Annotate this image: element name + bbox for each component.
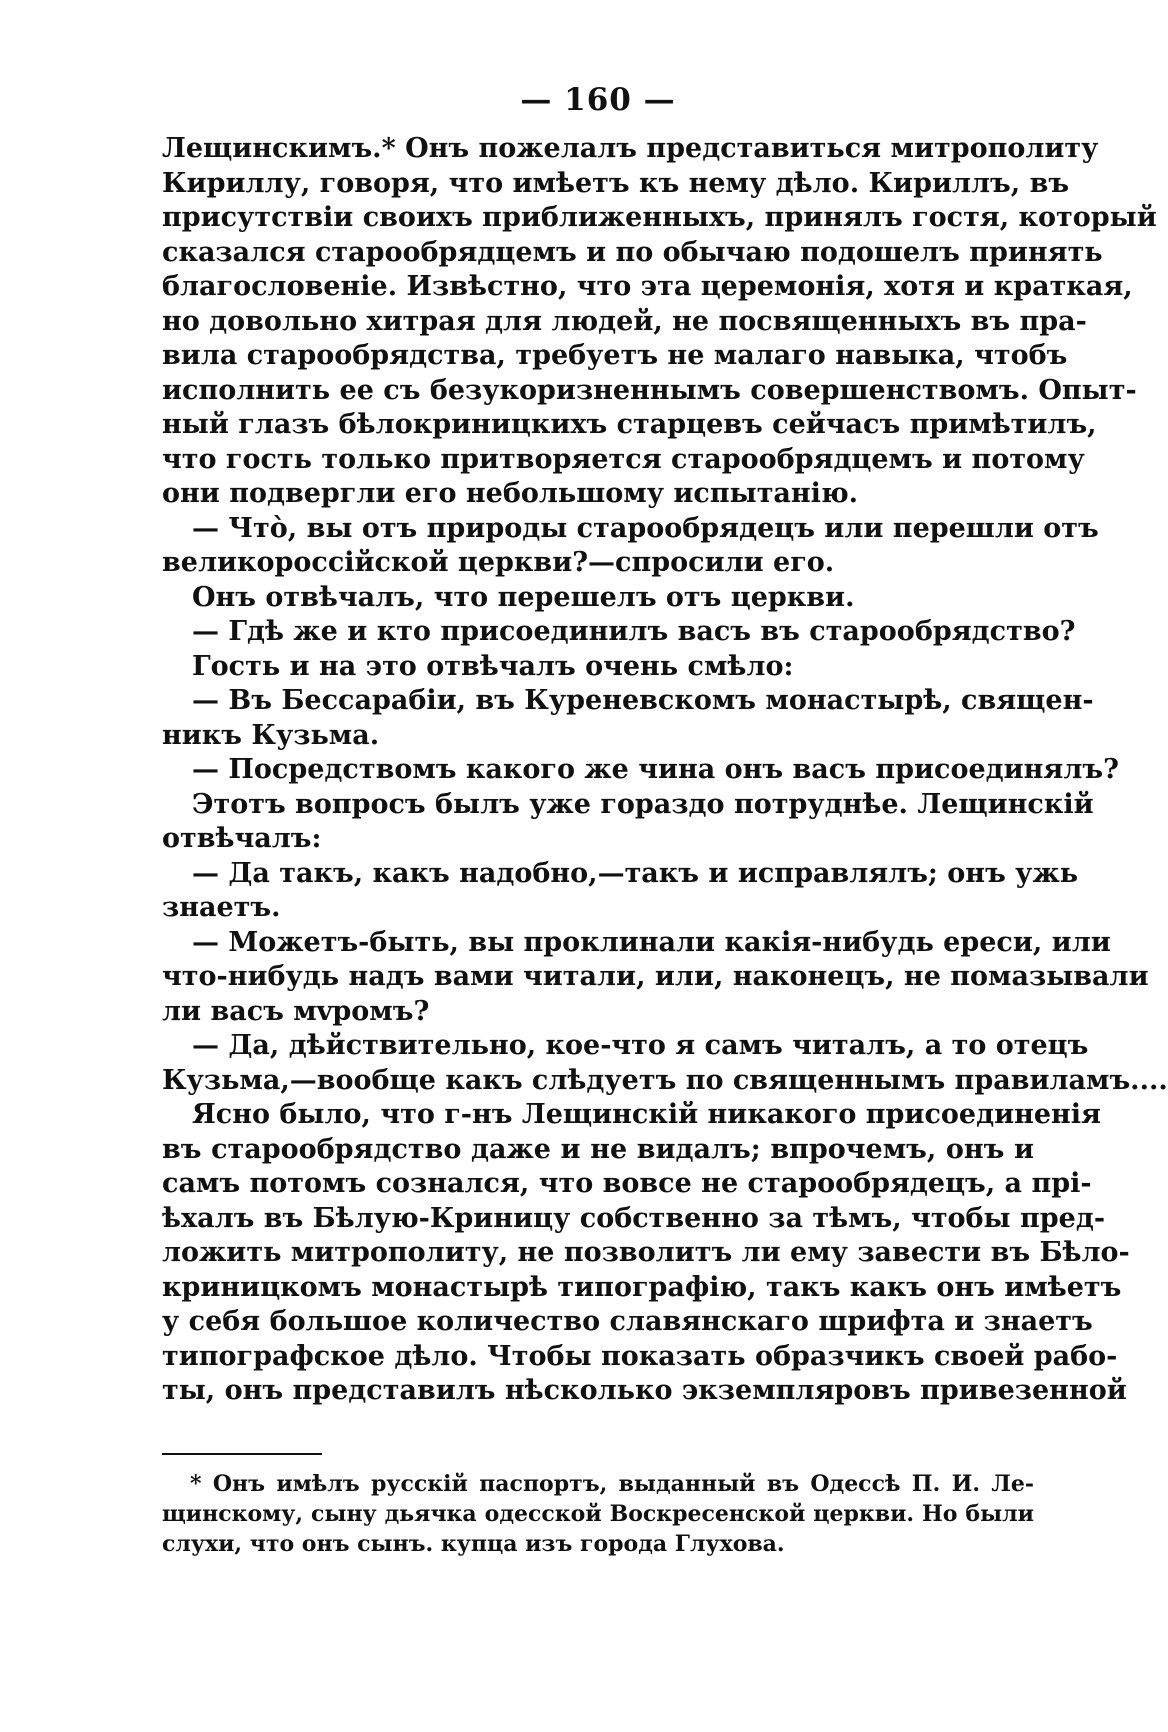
text-line: самъ потомъ сознался, что вовсе не старообрядецъ, а прі- (162, 1168, 1092, 1199)
text-line: отвѣчалъ: (162, 823, 322, 854)
text-line: ли васъ мvромъ? (162, 995, 430, 1027)
text-line: — Можетъ-быть, вы проклинали какія-нибудь ереси, или (192, 926, 1111, 958)
text-line: Кириллу, говоря, что имѣетъ къ нему дѣло. Кириллъ, въ (162, 167, 1070, 199)
text-line: типографское дѣло. Чтобы показать образчикъ своей рабо- (162, 1340, 1118, 1372)
text-line: — Въ Бессарабіи, въ Куреневскомъ монастырѣ, священ- (192, 685, 1094, 716)
text-line: присутствіи своихъ приближенныхъ, принялъ гостя, который (162, 202, 1157, 233)
text-line: никъ Кузьма. (162, 719, 380, 751)
text-line: что гость только притворяется старообрядцемъ и потому (162, 443, 1085, 475)
text-line: — Что̀, вы отъ природы старообрядецъ или перешли отъ (192, 512, 1099, 544)
text-line: — Да такъ, какъ надобно,—такъ и исправлялъ; онъ ужь (192, 857, 1079, 889)
text-line: Ясно было, что г-нъ Лещинскій никакого присоединенія (192, 1099, 1102, 1130)
text-line: — Да, дѣйствительно, кое-что я самъ читалъ, а то отецъ (192, 1030, 1089, 1061)
text-line: что-нибудь надъ вами читали, или, наконецъ, не помазывали (162, 961, 1149, 992)
text-line: Онъ отвѣчалъ, что перешелъ отъ церкви. (192, 581, 855, 613)
text-line: ты, онъ представилъ нѣсколько экземпляровъ привезенной (162, 1375, 1127, 1406)
text-line: ложить митрополиту, не позволитъ ли ему завести въ Бѣло- (162, 1237, 1130, 1268)
text-line: вила старообрядства, требуетъ не малаго навыка, чтобъ (162, 340, 1068, 371)
footnote-line: * Онъ имѣлъ русскій паспортъ, выданный въ Одессѣ П. И. Ле- (190, 1470, 1034, 1497)
footnote (162, 1469, 1034, 1559)
text-line: Кузьма,—вообще какъ слѣдуетъ по священнымъ правиламъ.... (162, 1064, 1168, 1096)
footnote-line: щинскому, сыну дьячка одесской Воскресенской церкви. Но были (162, 1500, 1034, 1527)
main-text (162, 132, 1168, 1409)
footnote-line: слухи, что онъ сынъ. купца изъ города Глухова. (162, 1530, 785, 1557)
page-number: — 160 — (520, 82, 676, 118)
text-line: Этотъ вопросъ былъ уже гораздо потруднѣе. Лещинскій (192, 788, 1094, 820)
book-page (162, 82, 1168, 1559)
text-line: ный глазъ бѣлокриницкихъ старцевъ сейчасъ примѣтилъ, (162, 409, 1097, 440)
text-line: — Посредствомъ какого же чина онъ васъ присоединялъ? (192, 754, 1119, 785)
text-line: Лещинскимъ.* Онъ пожелалъ представиться митрополиту (162, 133, 1099, 164)
text-line: они подвергли его небольшому испытанію. (162, 478, 859, 509)
text-line: сказался старообрядцемъ и по обычаю подошелъ принять (162, 236, 1103, 268)
text-line: Гость и на это отвѣчалъ очень смѣло: (192, 650, 794, 682)
text-line: криницкомъ монастырѣ типографію, такъ какъ онъ имѣетъ (162, 1271, 1122, 1303)
text-line: благословеніе. Извѣстно, что эта церемонія, хотя и краткая, (162, 271, 1133, 302)
text-line: у себя большое количество славянскаго шрифта и знаетъ (162, 1306, 1093, 1337)
text-line: знаетъ. (162, 892, 281, 923)
footnote-divider (162, 1453, 322, 1455)
text-line: въ старообрядство даже и не видалъ; впрочемъ, онъ и (162, 1133, 1034, 1165)
text-line: но довольно хитрая для людей, не посвященныхъ въ пра- (162, 305, 1087, 337)
text-line: исполнить ее съ безукоризненнымъ совершенствомъ. Опыт- (162, 374, 1137, 406)
text-line: великороссійской церкви?—спросили его. (162, 547, 835, 578)
text-line: ѣхалъ въ Бѣлую-Криницу собственно за тѣмъ, чтобы пред- (162, 1202, 1106, 1234)
text-line: — Гдѣ же и кто присоединилъ васъ въ старообрядство? (192, 616, 1076, 647)
